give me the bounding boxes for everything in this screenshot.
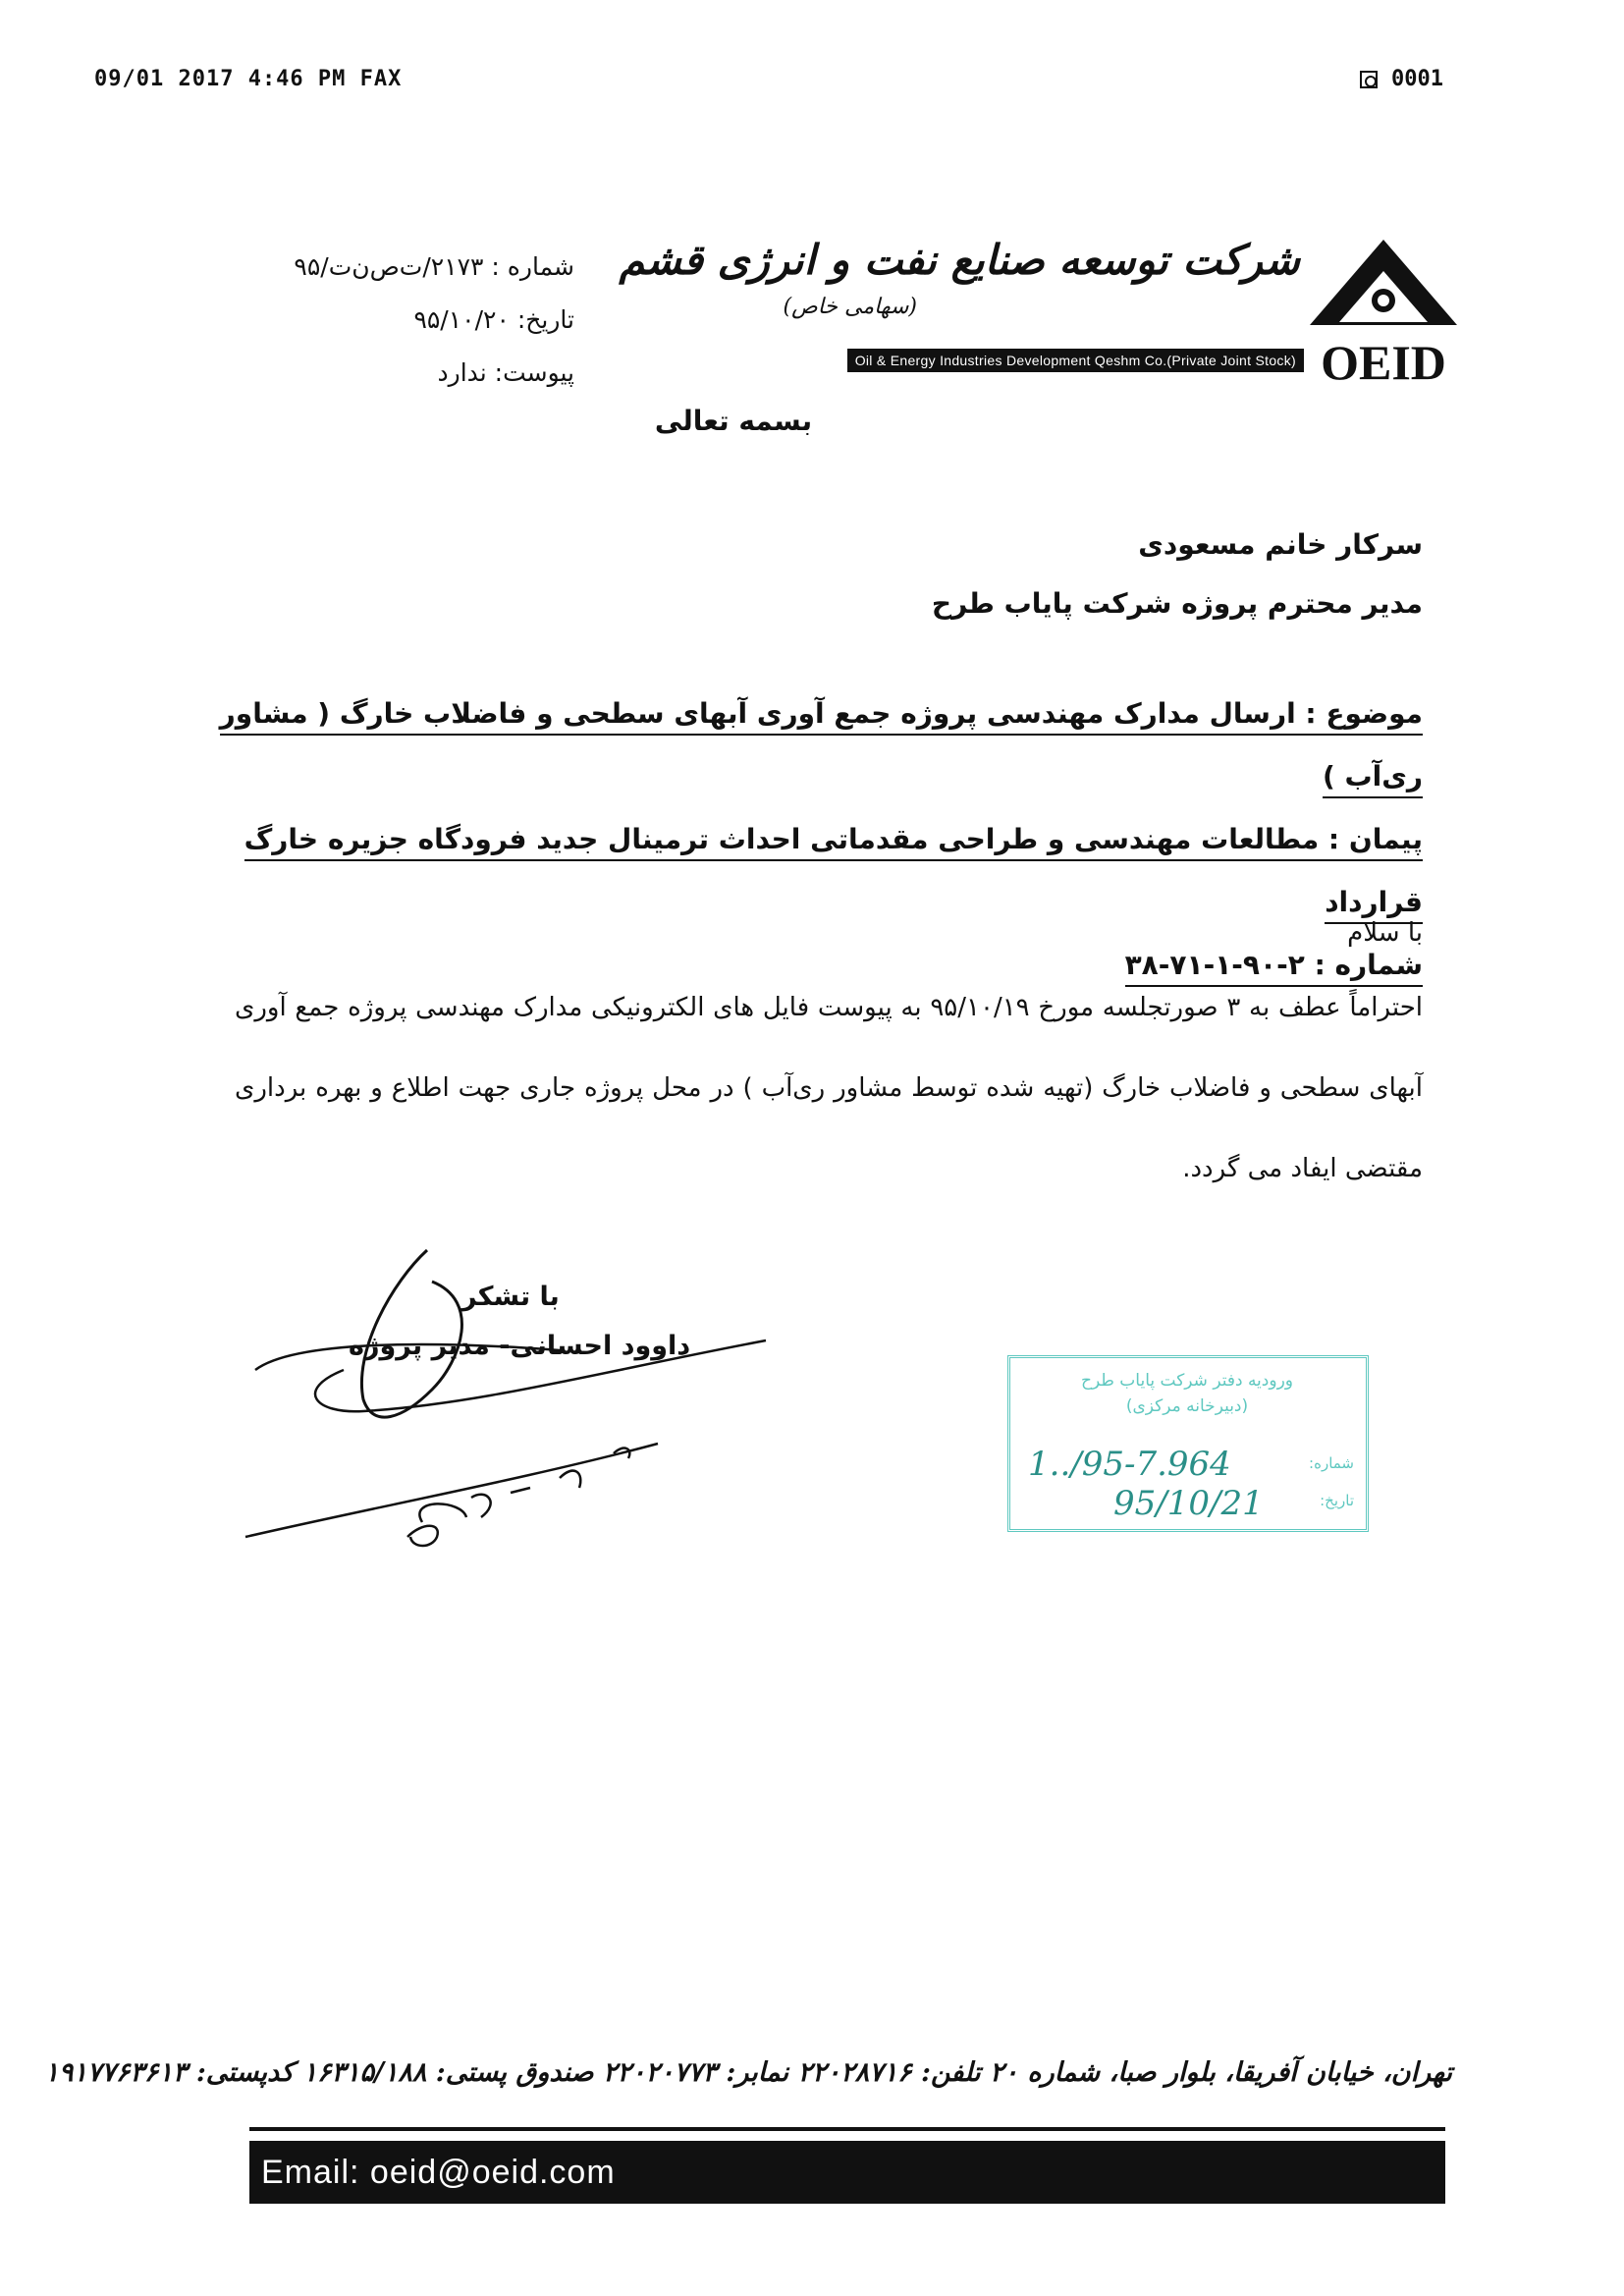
recipient-block — [932, 516, 1423, 633]
closing-thanks: با تشکر — [461, 1282, 560, 1312]
stamp-title-line-2: (دبیرخانه مرکزی) — [1125, 1396, 1249, 1416]
oeid-logo-icon — [1300, 232, 1467, 389]
letter-date: تاریخ: ۹۵/۱۰/۲۰ — [413, 305, 574, 334]
subject-line-2: پیمان : مطالعات مهندسی و طراحی مقدماتی احداث ترمینال جدید فرودگاه جزیره خارگ قرارداد — [244, 823, 1423, 924]
stamp-title — [1020, 1368, 1354, 1419]
footer-email-bar — [249, 2141, 1445, 2204]
subject-line-1: موضوع : ارسال مدارک مهندسی پروژه جمع آوری آبهای سطحی و فاضلاب خارگ ( مشاور ری‌آب ) — [220, 697, 1423, 798]
body-paragraph: احتراماً عطف به ۳ صورتجلسه مورخ ۹۵/۱۰/۱۹ به پیوست فایل های الکترونیکی مدارک مهندسی پروژه جمع آوری آبهای سطحی و فاضلاب خارگ (تهیه شده توسط مشاور ری‌آب ) در محل پروژه جاری جهت اطلاع و بهره برداری مقتضی ایفاد می گردد. — [235, 993, 1423, 1183]
subject-block — [186, 683, 1423, 997]
company-name-fa: شرکت توسعه صنایع نفت و انرژی قشم — [619, 236, 1300, 284]
letter-meta — [250, 241, 574, 400]
subject-line-3: شماره : ۲-۹۰-۱-۷۱-۳۸ — [1125, 949, 1423, 987]
recipient-title: مدیر محترم پروژه شرکت پایاب طرح — [931, 587, 1423, 620]
stamp-title-line-1: ورودیه دفتر شرکت پایاب طرح — [1081, 1371, 1293, 1391]
bismillah-heading: بسمه تعالی — [654, 405, 813, 437]
fax-page-number: 0001 — [1391, 67, 1443, 91]
company-type-fa: (سهامی خاص) — [783, 295, 917, 319]
company-name-en: Oil & Energy Industries Development Qeshm Co.(Private Joint Stock) — [847, 349, 1304, 372]
stamp-number-label: شماره: — [1309, 1454, 1354, 1472]
logo-text: OEID — [1321, 335, 1446, 389]
stamp-number-value: 1../95-7.964 — [1028, 1445, 1231, 1484]
fax-page-indicator — [1360, 67, 1443, 91]
stamp-date-label: تاریخ: — [1320, 1492, 1354, 1509]
stamp-date-value: 95/10/21 — [1113, 1484, 1264, 1523]
footer-divider — [249, 2127, 1445, 2131]
letter-number: شماره : ۲۱۷۳/ت‌ص‌ن‌ت/۹۵ — [294, 252, 574, 281]
receipt-stamp — [1007, 1355, 1369, 1532]
recipient-name: سرکار خانم مسعودی — [1138, 528, 1423, 561]
footer-email: Email: oeid@oeid.com — [261, 2153, 616, 2191]
greeting: با سلام — [1347, 918, 1423, 948]
footer-address: تهران، خیابان آفریقا، بلوار صبا، شماره ۲۰ تلفن: ۲۲۰۲۸۷۱۶ نمابر: ۲۲۰۲۰۷۷۳ صندوق پستی: ۱۶۳۱۵/۱۸۸ کدپستی: ۱۹۱۷۷۶۳۶۱۳ — [44, 2057, 1452, 2088]
signer-name: داوود احسانی- مدیر پروژه — [349, 1331, 691, 1361]
fax-timestamp: 09/01 2017 4:46 PM FAX — [94, 67, 403, 91]
fax-checkbox-icon — [1360, 71, 1378, 88]
letter-attachment: پیوست: ندارد — [437, 358, 574, 387]
